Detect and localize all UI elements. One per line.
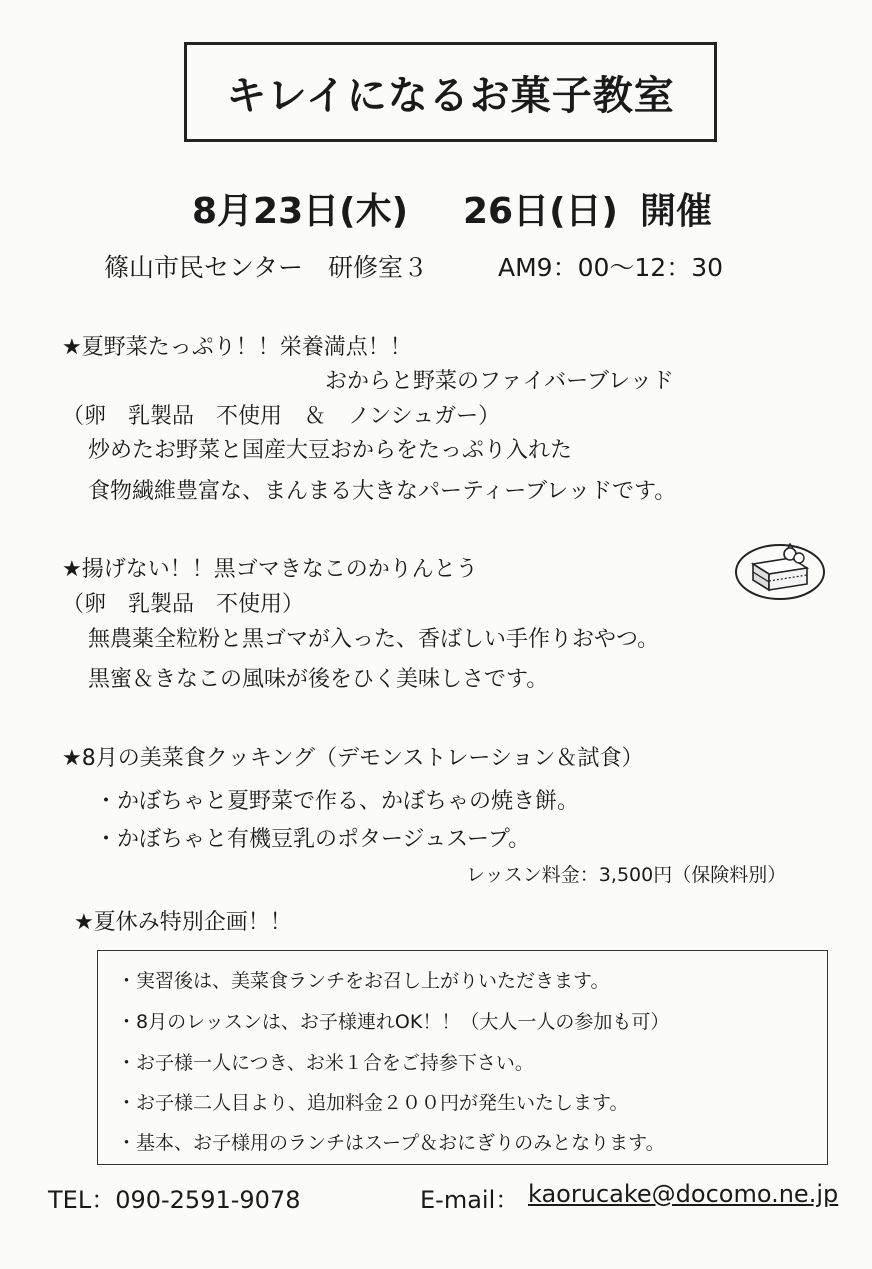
section3-item-1: ・かぼちゃと夏野菜で作る、かぼちゃの焼き餅。 <box>95 789 580 814</box>
section1-subheading: おからと野菜のファイバーブレッド <box>325 369 674 394</box>
contact-tel: TEL：090-2591-9078 <box>48 1186 301 1214</box>
section3-heading: ★8月の美菜食クッキング（デモンストレーション＆試食） <box>62 746 644 771</box>
section2-heading: ★揚げない！！黒ゴマきなこのかりんとう <box>62 557 478 582</box>
notice-item-5: ・基本、お子様用のランチはスープ＆おにぎりのみとなります。 <box>117 1132 665 1154</box>
section1-note: （卵 乳製品 不使用 ＆ ノンシュガー） <box>62 404 501 429</box>
lesson-fee: レッスン料金：3,500円（保険料別） <box>466 864 787 886</box>
date-suffix: 開催 <box>640 191 713 232</box>
section4-heading: ★夏休み特別企画！！ <box>74 910 292 935</box>
date-second: 26日(日) <box>463 191 619 232</box>
notice-item-4: ・お子様二人目より、追加料金２００円が発生いたします。 <box>117 1092 629 1114</box>
notice-item-2: ・8月のレッスンは、お子様連れOK！！（大人一人の参加も可） <box>117 1011 670 1033</box>
section2-line-1: 無農薬全粒粉と黒ゴマが入った、香ばしい手作りおやつ。 <box>88 627 660 652</box>
venue-time: AM9：00～12：30 <box>498 253 724 282</box>
cake-slice-icon <box>733 534 827 602</box>
contact-email-label: E-mail： <box>420 1186 520 1214</box>
section3-item-2: ・かぼちゃと有機豆乳のポタージュスープ。 <box>95 827 531 852</box>
section1-line-2: 食物繊維豊富な、まんまる大きなパーティーブレッドです。 <box>88 479 677 504</box>
notice-item-3: ・お子様一人につき、お米１合をご持参下さい。 <box>117 1052 534 1074</box>
date-first: 8月23日(木) <box>192 191 409 232</box>
title-box <box>184 42 717 142</box>
venue-place: 篠山市民センター 研修室３ <box>104 253 429 282</box>
notice-item-1: ・実習後は、美菜食ランチをお召し上がりいただきます。 <box>117 970 610 992</box>
page-title: キレイになるお菓子教室 <box>226 72 675 119</box>
section2-note: （卵 乳製品 不使用） <box>62 592 305 617</box>
contact-email-link[interactable]: kaorucake@docomo.ne.jp <box>528 1180 839 1208</box>
section1-line-1: 炒めたお野菜と国産大豆おからをたっぷり入れた <box>88 438 573 463</box>
section2-line-2: 黒蜜＆きなこの風味が後をひく美味しさです。 <box>88 667 549 692</box>
section1-heading: ★夏野菜たっぷり！！栄養満点！！ <box>62 335 412 360</box>
